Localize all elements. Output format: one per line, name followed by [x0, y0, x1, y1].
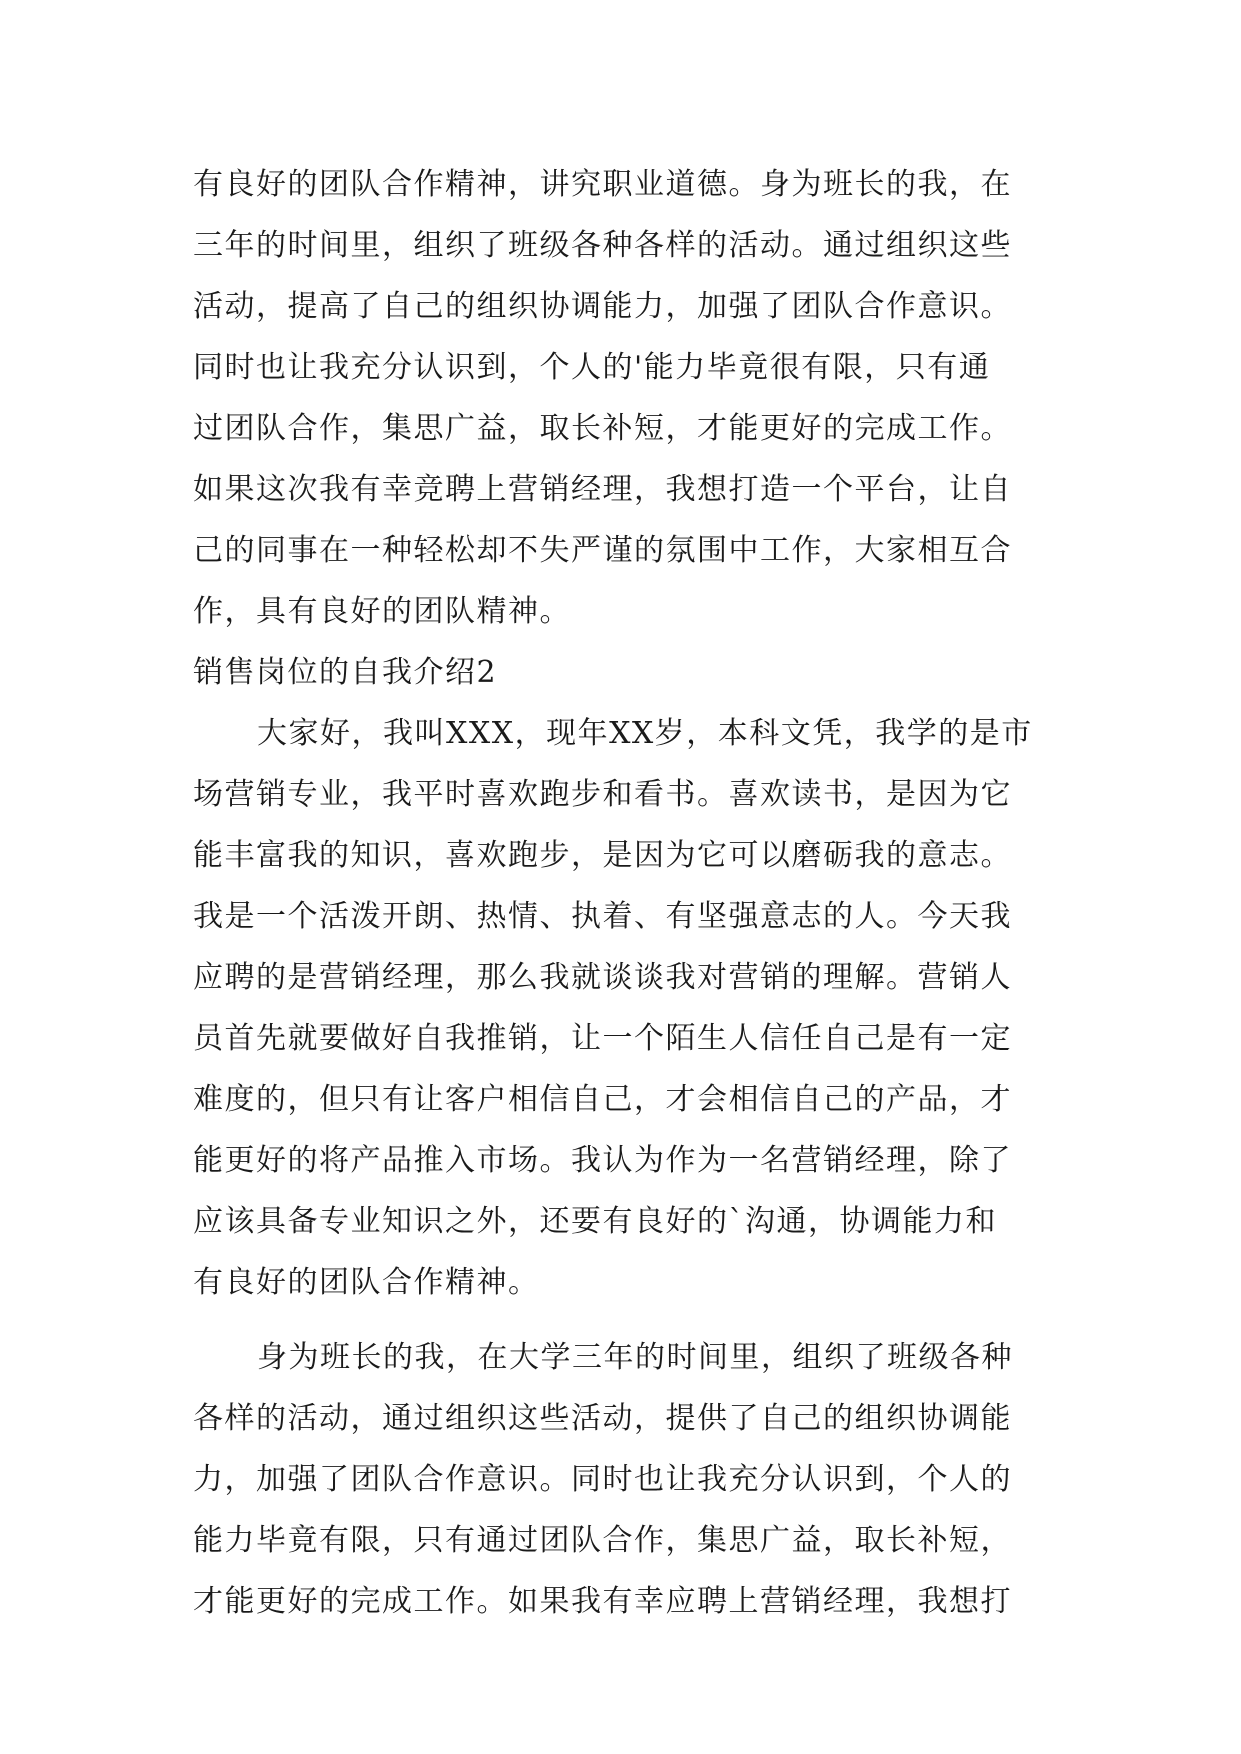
body-text-line: 活动，提高了自己的组织协调能力，加强了团队合作意识。: [193, 289, 1012, 324]
body-text-line: 有良好的团队合作精神。: [193, 1265, 540, 1300]
body-text-line: 过团队合作，集思广益，取长补短，才能更好的完成工作。: [193, 411, 1012, 446]
body-text-line: 应聘的是营销经理，那么我就谈谈我对营销的理解。营销人: [193, 960, 1012, 995]
body-text-line: 力，加强了团队合作意识。同时也让我充分认识到，个人的: [193, 1462, 1012, 1497]
body-text-line: 应该具备专业知识之外，还要有良好的`沟通，协调能力和: [193, 1204, 997, 1239]
body-text-line: 难度的，但只有让客户相信自己，才会相信自己的产品，才: [193, 1082, 1012, 1117]
body-text-line: 有良好的团队合作精神，讲究职业道德。身为班长的我，在: [193, 167, 1012, 202]
body-text-line: 能更好的将产品推入市场。我认为作为一名营销经理，除了: [193, 1143, 1012, 1178]
body-text-line: 身为班长的我，在大学三年的时间里，组织了班级各种: [257, 1340, 1013, 1375]
body-text-line: 场营销专业，我平时喜欢跑步和看书。喜欢读书，是因为它: [193, 777, 1012, 812]
body-text-line: 员首先就要做好自我推销，让一个陌生人信任自己是有一定: [193, 1021, 1012, 1056]
body-text-line: 我是一个活泼开朗、热情、执着、有坚强意志的人。今天我: [193, 899, 1012, 934]
body-text-line: 同时也让我充分认识到，个人的'能力毕竟很有限，只有通: [193, 350, 991, 385]
body-text-line: 己的同事在一种轻松却不失严谨的氛围中工作，大家相互合: [193, 533, 1012, 568]
body-text-line: 三年的时间里，组织了班级各种各样的活动。通过组织这些: [193, 228, 1012, 263]
section-heading: 销售岗位的自我介绍2: [193, 655, 498, 690]
body-text-line: 大家好，我叫XXX，现年XX岁，本科文凭，我学的是市: [257, 716, 1033, 751]
body-text-line: 如果这次我有幸竞聘上营销经理，我想打造一个平台，让自: [193, 472, 1012, 507]
body-text-line: 作，具有良好的团队精神。: [193, 594, 571, 629]
body-text-line: 能力毕竟有限，只有通过团队合作，集思广益，取长补短，: [193, 1523, 1012, 1558]
body-text-line: 各样的活动，通过组织这些活动，提供了自己的组织协调能: [193, 1401, 1012, 1436]
body-text-line: 能丰富我的知识，喜欢跑步，是因为它可以磨砺我的意志。: [193, 838, 1012, 873]
body-text-line: 才能更好的完成工作。如果我有幸应聘上营销经理，我想打: [193, 1584, 1012, 1619]
